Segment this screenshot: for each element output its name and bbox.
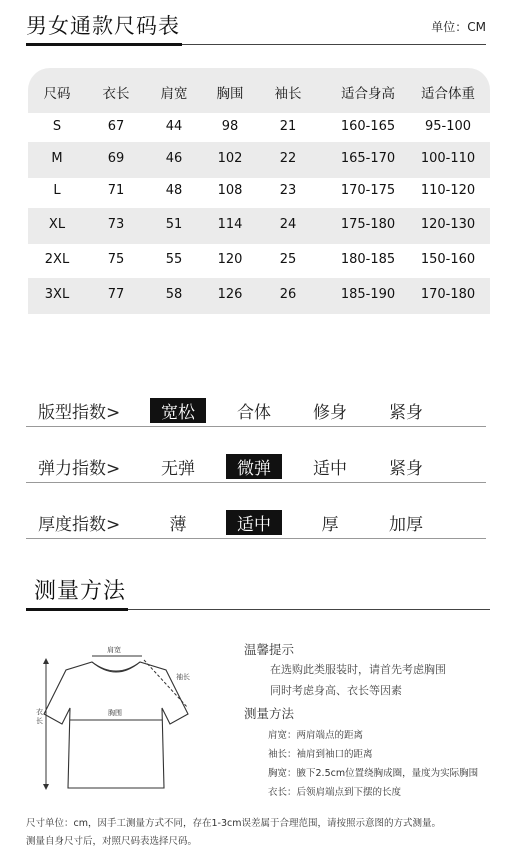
table-cell: 26	[279, 287, 297, 302]
table-cell: 75	[107, 252, 125, 267]
tshirt-collar	[92, 662, 140, 671]
index-divider	[26, 426, 486, 427]
table-cell: 95-100	[424, 119, 472, 134]
length-arrow-head-bottom	[43, 784, 49, 790]
table-cell: 185-190	[340, 287, 396, 302]
diagram-chest-label: 胸围	[108, 709, 122, 717]
footer-note: 测量自身尺寸后，对照尺码表选择尺码。	[26, 836, 198, 847]
index-option: 厚	[321, 515, 339, 535]
diagram-shoulder-label: 肩宽	[107, 646, 121, 654]
length-arrow-head-top	[43, 658, 49, 664]
table-cell: 21	[279, 119, 297, 134]
tshirt-outline	[44, 662, 188, 788]
table-header-cell: 适合身高	[341, 86, 395, 102]
table-cell: 114	[217, 217, 243, 232]
index-option: 修身	[313, 403, 347, 423]
measure-title: 测量方法	[34, 579, 127, 604]
index-option-selected: 宽松	[150, 398, 206, 423]
table-header-cell: 胸围	[216, 86, 244, 102]
index-option: 紧身	[389, 403, 423, 423]
table-cell: 100-110	[420, 151, 476, 166]
table-cell: 110-120	[420, 183, 476, 198]
table-cell: 73	[107, 217, 125, 232]
table-cell: L	[53, 183, 61, 198]
table-cell: 58	[165, 287, 183, 302]
index-option: 适中	[313, 459, 347, 479]
table-header-cell: 袖长	[274, 86, 302, 102]
table-cell: S	[52, 119, 62, 134]
table-cell: 55	[165, 252, 183, 267]
table-cell: 98	[221, 119, 239, 134]
table-cell: 77	[107, 287, 125, 302]
table-cell: 160-165	[340, 119, 396, 134]
diagram-length-label: 衣长	[36, 708, 43, 725]
table-cell: 67	[107, 119, 125, 134]
table-cell: 170-180	[420, 287, 476, 302]
tshirt-diagram	[30, 638, 210, 798]
tip-line: 在选购此类服装时，请首先考虑胸围	[270, 663, 446, 676]
table-header-cell: 肩宽	[160, 86, 188, 102]
index-option: 合体	[237, 403, 271, 423]
diagram-sleeve-label: 袖长	[176, 673, 190, 681]
header-divider-accent	[26, 43, 182, 46]
method-line: 胸宽：腋下2.5cm位置绕胸成圈，量度为实际胸围	[268, 768, 479, 779]
table-cell: 120-130	[420, 217, 476, 232]
index-label: 版型指数>	[38, 403, 121, 423]
table-cell: 51	[165, 217, 183, 232]
index-label: 厚度指数>	[38, 515, 121, 535]
table-cell: 23	[279, 183, 297, 198]
table-header-cell: 衣长	[102, 86, 130, 102]
index-option-selected: 微弹	[226, 454, 282, 479]
table-cell: 102	[217, 151, 243, 166]
table-cell: 48	[165, 183, 183, 198]
table-cell: 108	[217, 183, 243, 198]
index-option: 无弹	[161, 459, 195, 479]
tip-line: 同时考虑身高、衣长等因素	[270, 684, 402, 697]
unit-label: 单位：CM	[431, 20, 486, 34]
table-header-cell: 适合体重	[421, 86, 475, 102]
table-cell: 126	[217, 287, 243, 302]
table-cell: 3XL	[44, 287, 70, 302]
sleeve-arrow	[144, 660, 188, 708]
table-cell: 170-175	[340, 183, 396, 198]
footer-note: 尺寸单位：cm，因手工测量方式不同，存在1-3cm误差属于合理范围，请按照示意图的方式测量。	[26, 818, 441, 829]
table-cell: 120	[217, 252, 243, 267]
index-label: 弹力指数>	[38, 459, 121, 479]
table-cell: 44	[165, 119, 183, 134]
table-cell: 69	[107, 151, 125, 166]
method-title: 测量方法	[244, 706, 295, 721]
method-line: 衣长：后领肩端点到下摆的长度	[268, 787, 402, 798]
table-cell: 71	[107, 183, 125, 198]
index-option: 加厚	[389, 515, 423, 535]
index-divider	[26, 482, 486, 483]
index-option: 紧身	[389, 459, 423, 479]
index-option: 薄	[169, 515, 187, 535]
method-line: 肩宽：两肩端点的距离	[268, 730, 364, 741]
table-cell: 22	[279, 151, 297, 166]
table-cell: 150-160	[420, 252, 476, 267]
table-cell: 165-170	[340, 151, 396, 166]
table-cell: 24	[279, 217, 297, 232]
table-cell: 180-185	[340, 252, 396, 267]
table-cell: 175-180	[340, 217, 396, 232]
index-divider	[26, 538, 486, 539]
table-cell: XL	[48, 217, 66, 232]
page-title: 男女通款尺码表	[26, 14, 180, 38]
measure-divider-accent	[26, 608, 128, 611]
table-cell: 25	[279, 252, 297, 267]
table-cell: M	[51, 151, 63, 166]
index-option-selected: 适中	[226, 510, 282, 535]
table-cell: 2XL	[44, 252, 70, 267]
method-line: 袖长：袖肩到袖口的距离	[268, 749, 373, 760]
table-header-cell: 尺码	[43, 86, 71, 102]
table-cell: 46	[165, 151, 183, 166]
tips-title: 温馨提示	[244, 642, 295, 657]
